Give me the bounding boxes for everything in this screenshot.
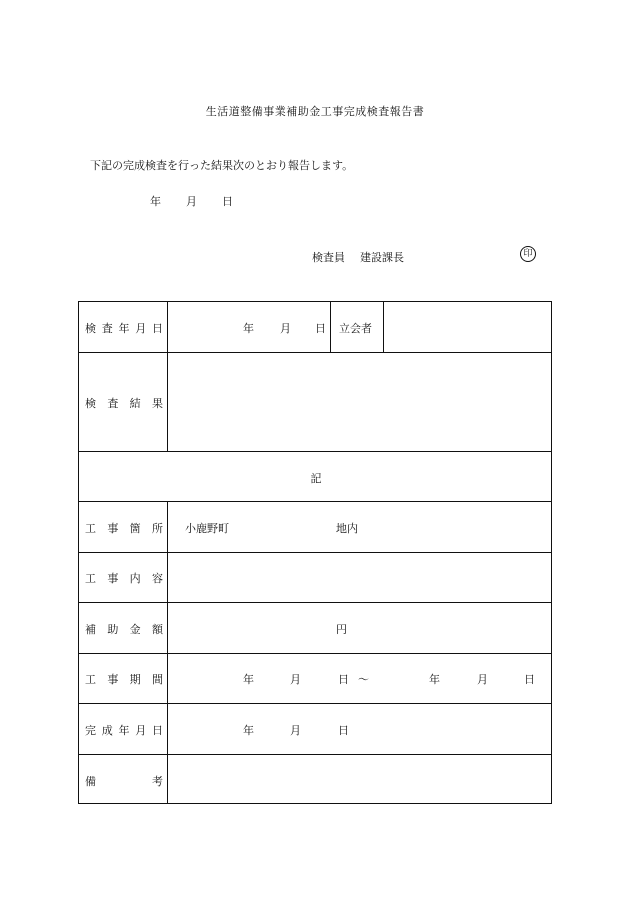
inspection-date-month: 月 [280, 322, 291, 335]
inspection-date-year: 年 [243, 322, 254, 335]
table-divider [79, 602, 551, 603]
completion-month: 月 [290, 724, 301, 737]
inspection-date-label: 検査年月日 [85, 322, 163, 335]
column-divider [383, 302, 384, 352]
column-divider [167, 501, 168, 804]
period-tilde: ～ [358, 673, 369, 686]
completion-day: 日 [338, 724, 349, 737]
period-end-month: 月 [477, 673, 488, 686]
witness-label: 立会者 [339, 322, 372, 335]
period-start-month: 月 [290, 673, 301, 686]
table-divider [79, 754, 551, 755]
inspection-date-day: 日 [315, 322, 326, 335]
period-end-day: 日 [524, 673, 535, 686]
table-divider [79, 451, 551, 452]
inspector-label: 検査員 [312, 251, 345, 264]
table-divider [79, 352, 551, 353]
seal-mark: 印 [520, 246, 536, 262]
location-town: 小鹿野町 [185, 522, 229, 535]
table-divider [79, 703, 551, 704]
completion-date-label: 完成年月日 [85, 724, 163, 737]
report-date-month: 月 [186, 195, 197, 208]
work-content-label: 工事内容 [85, 572, 163, 585]
inspection-result-label: 検査結果 [85, 397, 163, 410]
column-divider [167, 302, 168, 451]
period-start-year: 年 [243, 673, 254, 686]
note-header: 記 [310, 472, 322, 485]
column-divider [330, 302, 331, 352]
intro-text: 下記の完成検査を行った結果次のとおり報告します。 [90, 159, 354, 172]
subsidy-amount-label: 補助金額 [85, 623, 163, 636]
location-suffix: 地内 [336, 522, 358, 535]
report-date-day: 日 [222, 195, 233, 208]
work-period-label: 工事期間 [85, 673, 163, 686]
subsidy-unit: 円 [336, 623, 347, 636]
table-divider [79, 653, 551, 654]
table-divider [79, 501, 551, 502]
inspector-title: 建設課長 [360, 251, 404, 264]
report-date-year: 年 [150, 195, 161, 208]
document-title: 生活道整備事業補助金工事完成検査報告書 [205, 105, 425, 118]
remarks-label: 備考 [85, 775, 163, 788]
inspection-table [78, 301, 552, 804]
period-start-day: 日 [338, 673, 349, 686]
period-end-year: 年 [429, 673, 440, 686]
table-divider [79, 552, 551, 553]
completion-year: 年 [243, 724, 254, 737]
location-label: 工事箇所 [85, 522, 163, 535]
